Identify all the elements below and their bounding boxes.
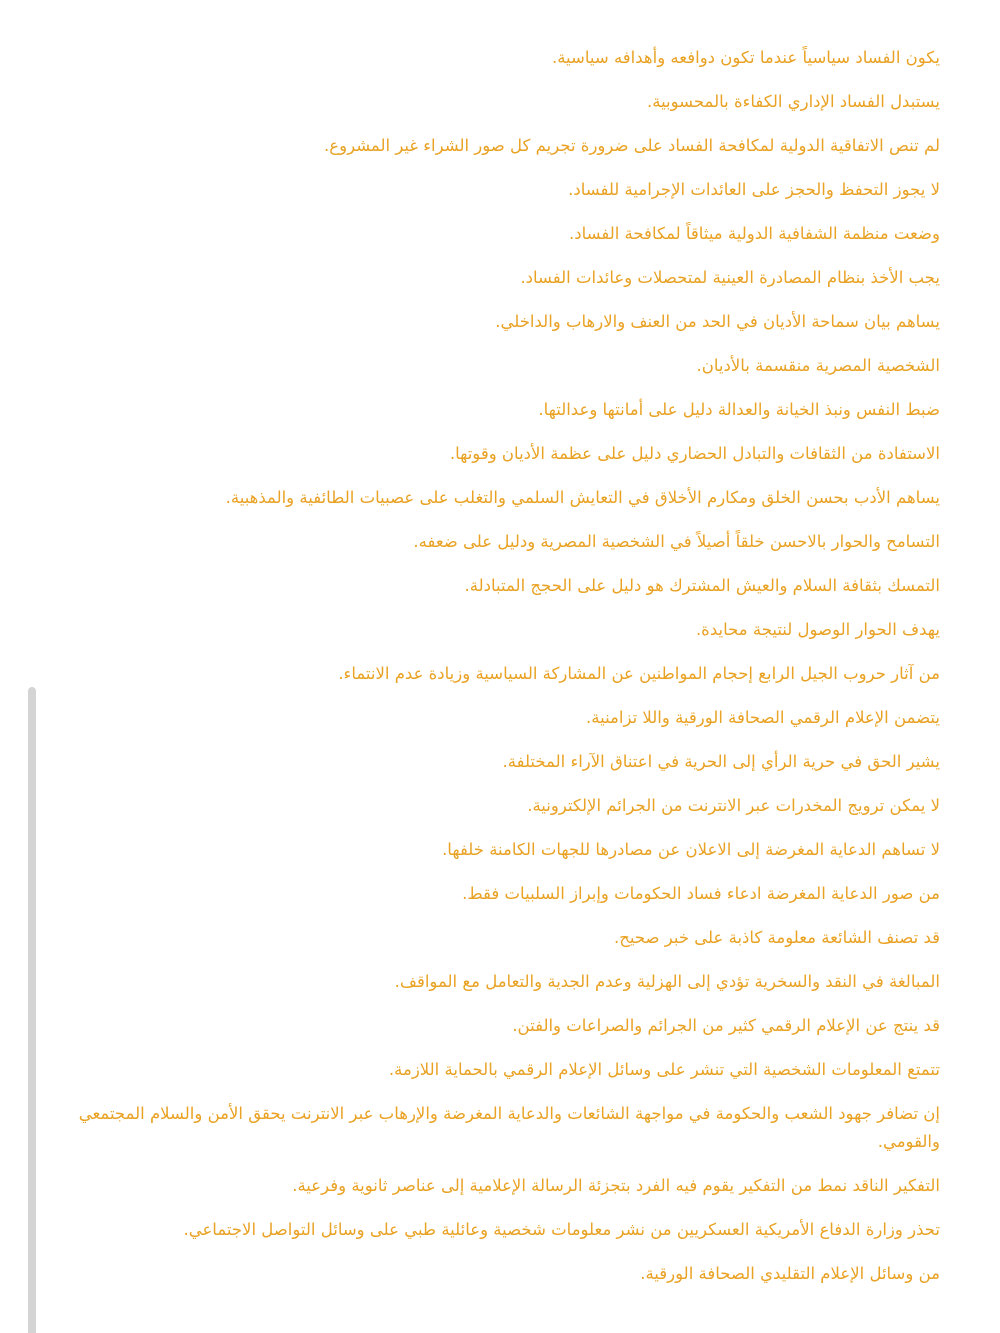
statement-item: قد ينتج عن الإعلام الرقمي كثير من الجرائم والصراعات والفتن. <box>512 1016 940 1035</box>
statement-item: الشخصية المصرية منقسمة بالأديان. <box>696 356 940 375</box>
statement-item: يشير الحق في حرية الرأي إلى الحرية في اعتناق الآراء المختلفة. <box>502 752 940 771</box>
statement-item: لا يجوز التحفظ والحجز على العائدات الإجرامية للفساد. <box>568 180 940 199</box>
statement-item: يتضمن الإعلام الرقمي الصحافة الورقية واللا تزامنية. <box>586 708 940 727</box>
statement-item: يساهم الأدب بحسن الخلق ومكارم الأخلاق في التعايش السلمي والتغلب على عصبيات الطائفية والمذهبية. <box>225 488 940 507</box>
statement-item: إن تضافر جهود الشعب والحكومة في مواجهة الشائعات والدعاية المغرضة والإرهاب عبر الانترنت يحقق الأمن والسلام المجتمعي والقومي. <box>78 1104 940 1151</box>
statement-item: لا يمكن ترويج المخدرات عبر الانترنت من الجرائم الإلكترونية. <box>527 796 940 815</box>
statement-item: التمسك بثقافة السلام والعيش المشترك هو دليل على الحجج المتبادلة. <box>464 576 940 595</box>
statement-item: من صور الدعاية المغرضة ادعاء فساد الحكومات وإبراز السلبيات فقط. <box>462 884 940 903</box>
statement-item: يساهم بيان سماحة الأديان في الحد من العنف والارهاب والداخلي. <box>495 312 940 331</box>
statement-item: تحذر وزارة الدفاع الأمريكية العسكريين من نشر معلومات شخصية وعائلية طبي على وسائل التواصل الاجتماعي. <box>183 1220 940 1239</box>
statement-item: التسامح والحوار بالاحسن خلقاً أصيلاً في الشخصية المصرية ودليل على ضعفه. <box>413 532 940 551</box>
statement-item: الاستفادة من الثقافات والتبادل الحضاري دليل على عظمة الأديان وقوتها. <box>449 444 940 463</box>
statement-item: يكون الفساد سياسياً عندما تكون دوافعه وأهدافه سياسية. <box>551 48 940 67</box>
statement-item: قد تصنف الشائعة معلومة كاذبة على خبر صحيح. <box>614 928 940 947</box>
vertical-scrollbar[interactable] <box>28 687 36 1333</box>
statement-item: تتمتع المعلومات الشخصية التي تنشر على وسائل الإعلام الرقمي بالحماية اللازمة. <box>388 1060 940 1079</box>
statement-item: المبالغة في النقد والسخرية تؤدي إلى الهزلية وعدم الجدية والتعامل مع المواقف. <box>394 972 940 991</box>
statements-list <box>60 44 940 1304</box>
statement-item: وضعت منظمة الشفافية الدولية ميثاقاً لمكافحة الفساد. <box>569 224 940 243</box>
statement-item: لم تنص الاتفاقية الدولية لمكافحة الفساد على ضرورة تجريم كل صور الشراء غير المشروع. <box>324 136 940 155</box>
statement-item: ضبط النفس ونبذ الخيانة والعدالة دليل على أمانتها وعدالتها. <box>538 400 940 419</box>
statement-item: يهدف الحوار الوصول لنتيجة محايدة. <box>695 620 940 639</box>
statement-item: من وسائل الإعلام التقليدي الصحافة الورقية. <box>640 1264 940 1283</box>
statement-item: التفكير الناقد نمط من التفكير يقوم فيه الفرد بتجزئة الرسالة الإعلامية إلى عناصر ثانوية وفرعية. <box>292 1176 940 1195</box>
statement-item: يستبدل الفساد الإداري الكفاءة بالمحسوبية. <box>646 92 940 111</box>
statement-item: من آثار حروب الجيل الرابع إحجام المواطنين عن المشاركة السياسية وزيادة عدم الانتماء. <box>338 664 940 683</box>
statement-item: يجب الأخذ بنظام المصادرة العينية لمتحصلات وعائدات الفساد. <box>520 268 940 287</box>
statement-item: لا تساهم الدعاية المغرضة إلى الاعلان عن مصادرها للجهات الكامنة خلفها. <box>442 840 940 859</box>
